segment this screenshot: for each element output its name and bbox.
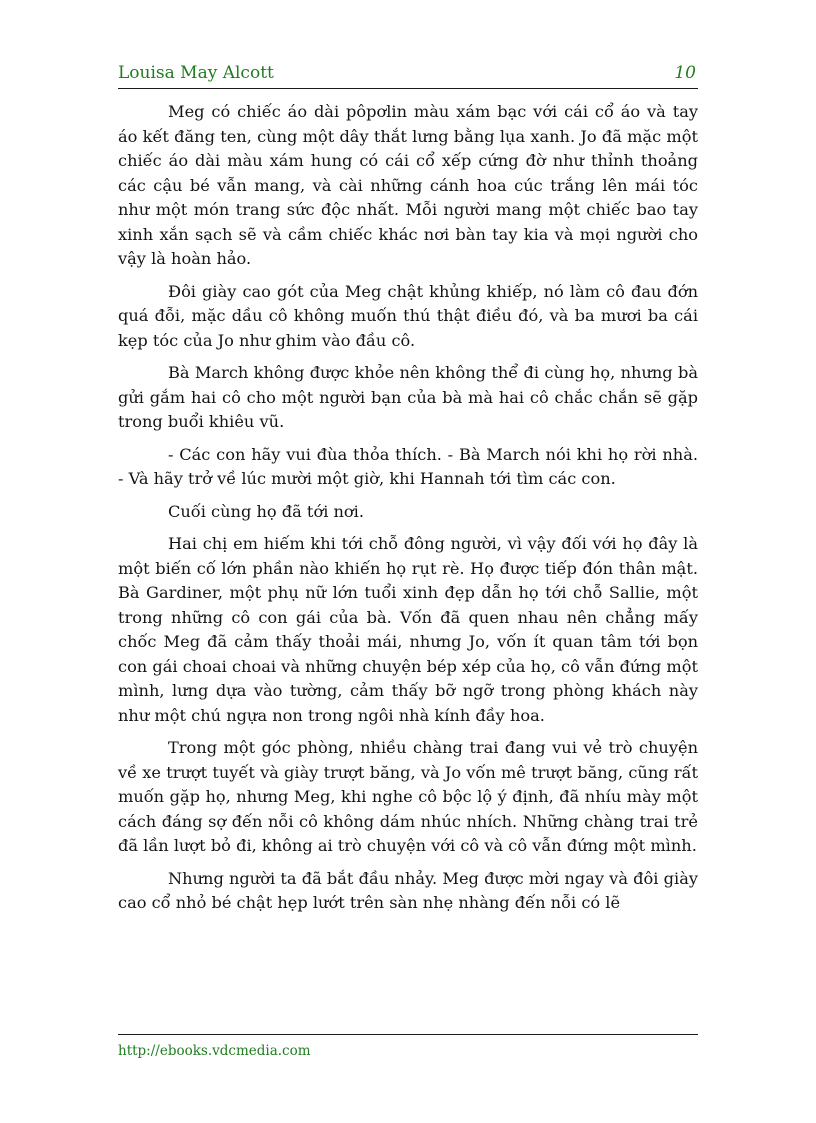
running-header xyxy=(118,62,698,89)
header-page-number: 10 xyxy=(674,63,696,83)
paragraph: Trong một góc phòng, nhiều chàng trai đang vui vẻ trò chuyện về xe trượt tuyết và giày trượt băng, và Jo vốn mê trượt băng, cũng rất muốn gặp họ, nhưng Meg, khi nghe cô bộc lộ ý định, đã nhíu mày một cách đáng sợ đến nỗi cô không dám nhúc nhích. Những chàng trai trẻ đã lần lượt bỏ đi, không ai trò chuyện với cô và cô vẫn đứng một mình. xyxy=(118,738,698,855)
paragraph: Bà March không được khỏe nên không thể đi cùng họ, nhưng bà gửi gắm hai cô cho một người bạn của bà mà hai cô chắc chắn sẽ gặp trong buổi khiêu vũ. xyxy=(118,363,698,431)
header-author: Louisa May Alcott xyxy=(118,63,274,83)
footer-url-link[interactable]: http://ebooks.vdcmedia.com xyxy=(118,1043,311,1059)
paragraph: Đôi giày cao gót của Meg chật khủng khiếp, nó làm cô đau đớn quá đỗi, mặc dầu cô không muốn thú thật điều đó, và ba mươi ba cái kẹp tóc của Jo như ghim vào đầu cô. xyxy=(118,281,698,350)
paragraph: Meg có chiếc áo dài pôpơlin màu xám bạc với cái cổ áo và tay áo kết đăng ten, cùng một dây thắt lưng bằng lụa xanh. Jo đã mặc một chiếc áo dài màu xám hung có cái cổ xếp cứng đờ như thỉnh thoảng các cậu bé vẫn mang, và cài những cánh hoa cúc trắng lên mái tóc như một món trang sức độc nhất. Mỗi người mang một chiếc bao tay xinh xắn sạch sẽ và cầm chiếc khác nơi bàn tay kia và mọi người cho vậy là hoàn hảo. xyxy=(118,102,698,268)
page-body xyxy=(118,100,698,924)
paragraph: Nhưng người ta đã bắt đầu nhảy. Meg được mời ngay và đôi giày cao cổ nhỏ bé chật hẹp lướt trên sàn nhẹ nhàng đến nỗi có lẽ xyxy=(118,868,698,912)
paragraph: Hai chị em hiếm khi tới chỗ đông người, vì vậy đối với họ đây là một biến cố lớn phần nào khiến họ rụt rè. Họ được tiếp đón thân mật. Bà Gardiner, một phụ nữ lớn tuổi xinh đẹp dẫn họ tới chỗ Sallie, một trong những cô con gái của bà. Vốn đã quen nhau nên chẳng mấy chốc Meg đã cảm thấy thoải mái, nhưng Jo, vốn ít quan tâm tới bọn con gái choai choai và những chuyện bép xép của họ, cô vẫn đứng một mình, lưng dựa vào tường, cảm thấy bỡ ngỡ trong phòng khách này như một chú ngựa non trong ngôi nhà kính đầy hoa. xyxy=(118,534,698,725)
footer-divider xyxy=(118,1034,698,1035)
paragraph: - Các con hãy vui đùa thỏa thích. - Bà March nói khi họ rời nhà. - Và hãy trở về lúc mười một giờ, khi Hannah tới tìm các con. xyxy=(118,444,698,488)
paragraph: Cuối cùng họ đã tới nơi. xyxy=(168,501,365,521)
